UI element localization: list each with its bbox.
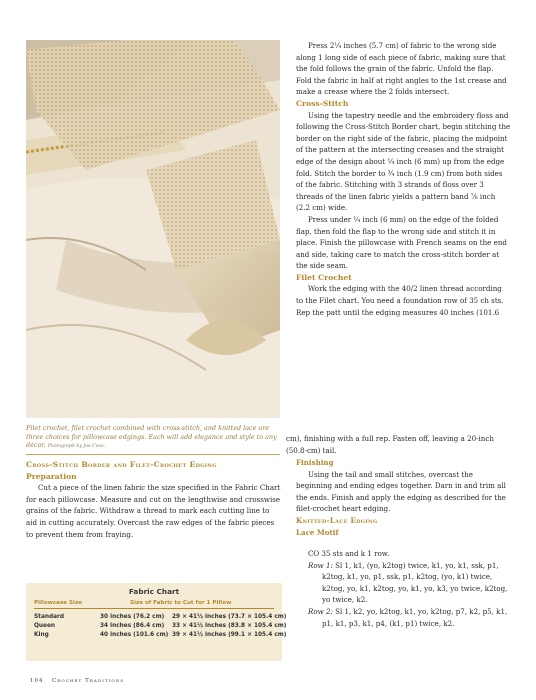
section-heading: Cross-Stitch Border and Filet-Crochet Edging: [26, 460, 217, 469]
cast-on-line: CO 35 sts and k 1 row.: [308, 549, 390, 558]
fabric-chart: [26, 583, 287, 661]
row-inches: 30 inches (76.2 cm): [100, 614, 165, 620]
knitted-lace-heading: Knitted-Lace Edging: [296, 515, 378, 525]
filet-paragraph-cont: cm), finishing with a full rep. Fasten off, leaving a 20-inch: [286, 434, 494, 443]
row-inches: 40 inches (101.6 cm): [100, 632, 169, 638]
row-1-label: Row 1:: [308, 560, 333, 570]
fabric-chart-title: Fabric Chart: [128, 587, 180, 596]
row-size: Standard: [34, 614, 65, 620]
pattern-row-2: [296, 606, 516, 629]
row-fabric: 39 × 41½ inches (99.1 × 105.4 cm): [172, 632, 287, 638]
cross-stitch-paragraph: Using the tapestry needle and the embroidery floss and following the Cross-Stitch Border chart, begin stitching the border on the right side of the fabric, placing the midpoint of the pattern at the intersecting creases and the straight edge of the design about ¼ inch (6 mm) up from the edge fold. Stitch the border to ¾ inch (1.9 cm) from both sides of the fabric. Stitching with 3 strands of floss over 3 threads of the linen fabric yields a pattern band ⅞ inch (2.2 cm) wide.: [296, 110, 511, 213]
row-size: Queen: [34, 623, 56, 629]
row-inches: 34 inches (86.4 cm): [100, 623, 165, 629]
photo-credit: Photograph by Joe Coca.: [47, 444, 106, 449]
flap-paragraph: Press under ¼ inch (6 mm) on the edge of the folded flap, then fold the flap to the wrong side and stitch it in place. Finish the pillowcase with French seams on the end and side, taking care to match the cross-stitch border at the side seam.: [296, 214, 507, 271]
lace-motif-heading: Lace Motif: [296, 527, 339, 537]
preparation-paragraph: Cut a piece of the linen fabric the size specified in the Fabric Chart for each pillowcase. Measure and cut on the lengthwise and crosswise grains of the fabric. Withdraw a thread to mark each cutting line to aid in cutting accurately. Overcast the raw edges of the fabric pieces to prevent them from fraying.: [26, 483, 281, 539]
row-fabric: 29 × 41½ inches (73.7 × 105.4 cm): [172, 614, 287, 620]
filet-crochet-heading: Filet Crochet: [296, 272, 352, 282]
chart-header-rule: [34, 608, 274, 609]
book-title: Crochet Traditions: [52, 678, 125, 684]
caption-divider: [26, 454, 280, 455]
pattern-row-1: [296, 560, 516, 606]
finishing-heading: Finishing: [296, 458, 334, 467]
pressing-paragraph: Press 2¼ inches (5.7 cm) of fabric to the wrong side along 1 long side of each piece of fabric, making sure that the fold follows the grain of the fabric. Unfold the flap. Fold the fabric in half at right angles to the 1st crease and make a crease where the 2 folds intersect.: [296, 41, 507, 97]
row-2-text: Sl 1, k2, yo, k2tog, k1, yo, k2tog, p7, k2, p5, k1, p1, k1, p3, k1, p4, (k1, p1) twice, k2.: [322, 606, 508, 628]
col-pillowcase-size: Pillowcase Size: [34, 600, 83, 606]
filet-paragraph-end: (50.8-cm) tail.: [286, 446, 337, 455]
caption-text: Filet crochet, filet crochet combined with cross-stitch, and knitted lace are three choices for pillowcase edgings. Each will add elegance and style to any décor.: [26, 424, 277, 449]
finishing-paragraph: Using the tail and small stitches, overcast the beginning and ending edges together. Darn in and trim all the ends. Finish and apply the edging as described for the filet-crochet heart edging.: [296, 469, 506, 514]
photo-caption: [26, 424, 282, 452]
col-fabric-size: Size of Fabric to Cut for 1 Pillow: [130, 600, 232, 606]
pillowcase-photo: [26, 40, 280, 418]
finishing-section: [296, 457, 511, 538]
right-column: [296, 40, 511, 318]
left-column: [26, 459, 282, 540]
row-2-label: Row 2:: [308, 606, 333, 616]
cross-stitch-heading: Cross-Stitch: [296, 98, 349, 108]
row-size: King: [34, 632, 49, 638]
filet-paragraph: Work the edging with the 40/2 linen thread according to the Filet chart. You need a foundation row of 35 ch sts. Rep the patt until the edging measures 40 inches (101.6: [296, 284, 504, 317]
page-number: 104: [30, 678, 44, 684]
page-footer: [30, 678, 124, 684]
row-1-text: Sl 1, k1, (yo, k2tog) twice, k1, yo, k1, ssk, p1, k2tog, k1, yo, p1, ssk, p1, k2tog, (yo, k1) twice, k2tog, yo, k1, k2tog, yo, k1, yo, k3, yo twice, k2tog, yo twice, k2.: [322, 560, 508, 605]
row-fabric: 33 × 41½ inches (83.8 × 105.4 cm): [172, 623, 287, 629]
knitting-pattern: [296, 548, 516, 629]
preparation-heading: Preparation: [26, 471, 77, 481]
